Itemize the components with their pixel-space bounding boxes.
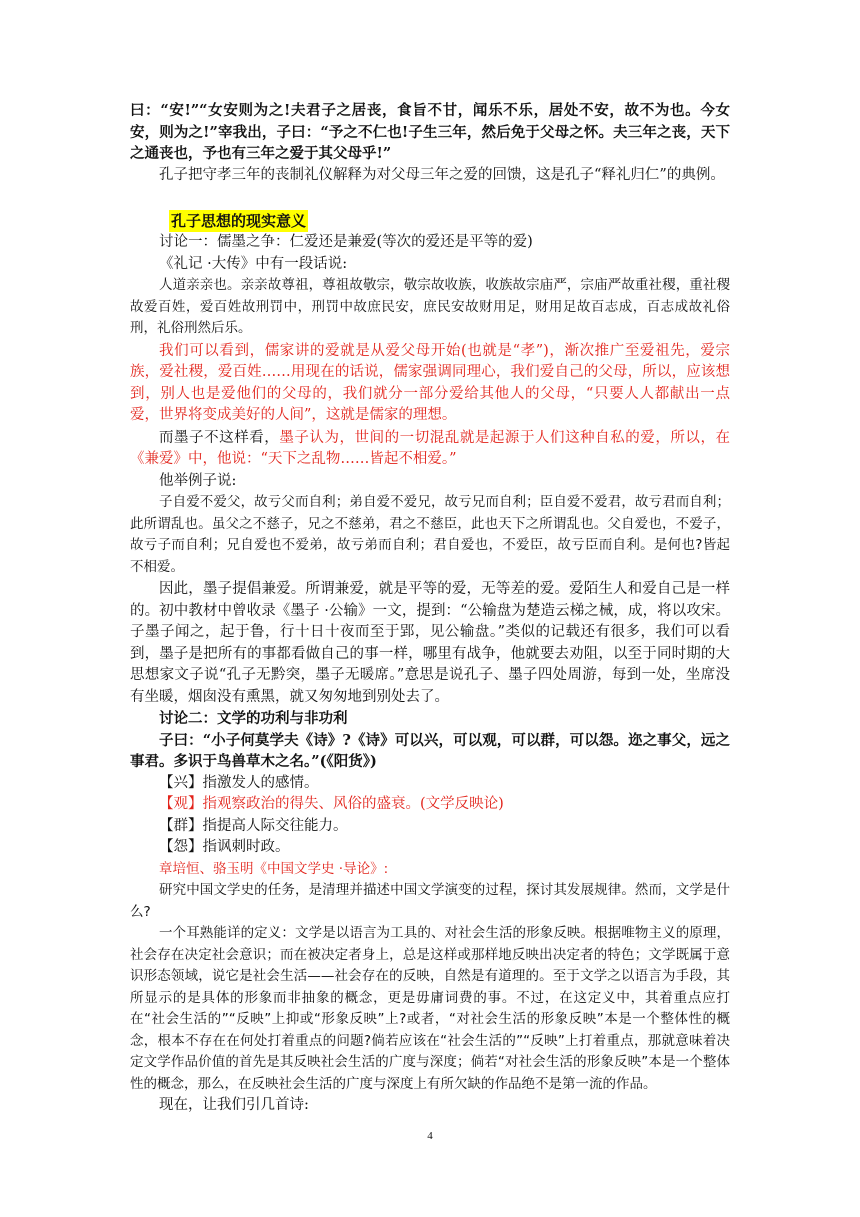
document-page bbox=[130, 100, 730, 1117]
yanghuo-quote: 子曰：“小子何莫学夫《诗》?《诗》可以兴，可以观，可以群，可以怨。迩之事父，远之事君。多识于鸟兽草木之名。”(《阳货》) bbox=[130, 731, 730, 770]
liji-intro: 《礼记 ·大传》中有一段话说: bbox=[159, 255, 348, 272]
analects-dialogue: 曰：“安!”“女安则为之!夫君子之居丧，食旨不甘，闻乐不乐，居处不安，故不为也。今女安，则为之!”宰我出，子曰：“予之不仁也!子生三年，然后免于父母之怀。夫三年之丧，天下之通丧也，予也有三年之爱于其父母乎!” bbox=[130, 102, 730, 162]
mozi-quote: 子自爱不爱父，故亏父而自利；弟自爱不爱兄，故亏兄而自利；臣自爱不爱君，故亏君而自利；此所谓乱也。虽父之不慈子，兄之不慈弟，君之不慈臣，此也天下之所谓乱也。父自爱也，不爱子，故亏子而自利；兄自爱也不爱弟，故亏弟而自利；君自爱也，不爱臣，故亏臣而自利。是何也?皆起不相爱。 bbox=[130, 494, 730, 575]
literary-history-quote-2: 一个耳熟能详的定义：文学是以语言为工具的、对社会生活的形象反映。根据唯物主义的原理，社会存在决定社会意识；而在被决定者身上，总是这样或那样地反映出决定者的特色；文学既属于意识形态领域，说它是社会生活——社会存在的反映，自然是有道理的。至于文学之以语言为手段，其所显示的是具体的形象而非抽象的概念，更是毋庸词费的事。不过，在这定义中，其着重点应打在“社会生活的”“反映”上抑或“形象反映”上?或者，“对社会生活的形象反映”本是一个整体性的概念，根本不存在在何处打着重点的问题?倘若应该在“社会生活的”“反映”上打着重点，那就意味着决定文学作品价值的首先是其反映社会生活的广度与深度；倘若“对社会生活的形象反映”本是一个整体性的概念，那么，在反映社会生活的广度与深度上有所欠缺的作品绝不是第一流的作品。 bbox=[130, 925, 730, 1092]
confucian-love-paragraph: 我们可以看到，儒家讲的爱就是从爱父母开始(也就是“孝”)，渐次推广至爱祖先，爱宗族，爱社稷，爱百姓……用现在的话说，儒家强调同理心，我们爱自己的父母，所以，应该想到，别人也是爱他们的父母的，我们就分一部分爱给其他人的父母，“只要人人都献出一点爱，世界将变成美好的人间”，这就是儒家的理想。 bbox=[130, 342, 730, 423]
mozi-view-paragraph bbox=[130, 428, 730, 471]
closing-line: 现在，让我们引几首诗: bbox=[159, 1097, 309, 1113]
page-number: 4 bbox=[427, 1130, 433, 1142]
discussion-two-title: 讨论二：文学的功利与非功利 bbox=[159, 710, 348, 727]
section-heading-wrap bbox=[130, 210, 730, 232]
universal-love-paragraph: 因此，墨子提倡兼爱。所谓兼爱，就是平等的爱，无等差的爱。爱陌生人和爱自己是一样的。初中教材中曾收录《墨子 ·公输》一文，提到：“公输盘为楚造云梯之械，成，将以攻宋。子墨子闻之，起于鲁，行十日十夜而至于郢，见公输盘。”类似的记载还有很多，我们可以看到，墨子是把所有的事都看做自己的事一样，哪里有战争，他就要去劝阻，以至于同时期的大思想家文子说“孔子无黔突，墨子无暖席。”意思是说孔子、墨子四处周游，每到一处，坐席没有坐暖，烟囱没有熏黑，就又匆匆地到别处去了。 bbox=[130, 581, 730, 705]
mozi-view-lead: 而墨子不这样看， bbox=[159, 429, 280, 446]
example-intro: 他举例子说: bbox=[159, 472, 237, 489]
xing-definition: 【兴】指激发人的感情。 bbox=[159, 774, 319, 791]
qun-definition: 【群】指提高人际交往能力。 bbox=[159, 817, 348, 834]
literary-history-quote-1: 研究中国文学史的任务，是清理并描述中国文学演变的过程，探讨其发展规律。然而，文学是什么? bbox=[130, 882, 730, 920]
liji-quote: 人道亲亲也。亲亲故尊祖，尊祖故敬宗，敬宗故收族，收族故宗庙严，宗庙严故重社稷，重社稷故爱百姓，爱百姓故刑罚中，刑罚中故庶民安，庶民安故财用足，财用足故百志成，百志成故礼俗刑，礼俗刑然后乐。 bbox=[130, 277, 730, 336]
section-heading: 孔子思想的现实意义 bbox=[171, 212, 307, 230]
guan-definition: 【观】指观察政治的得失、风俗的盛衰。(文学反映论) bbox=[159, 796, 504, 812]
literary-history-source: 章培恒、骆玉明《中国文学史 ·导论》: bbox=[159, 860, 389, 877]
yuan-definition: 【怨】指讽刺时政。 bbox=[159, 839, 290, 855]
mozi-view-red: 墨子认为，世间的一切混乱就是起源于人们这种自私的爱，所以，在《兼爱》中，他说：“天下之乱物……皆起不相爱。” bbox=[130, 429, 731, 467]
filial-mourning-paragraph: 孔子把守孝三年的丧制礼仪解释为对父母三年之爱的回馈，这是孔子“释礼归仁”的典例。 bbox=[159, 166, 725, 183]
discussion-one-title: 讨论一：儒墨之争：仁爱还是兼爱(等次的爱还是平等的爱) bbox=[159, 234, 533, 250]
